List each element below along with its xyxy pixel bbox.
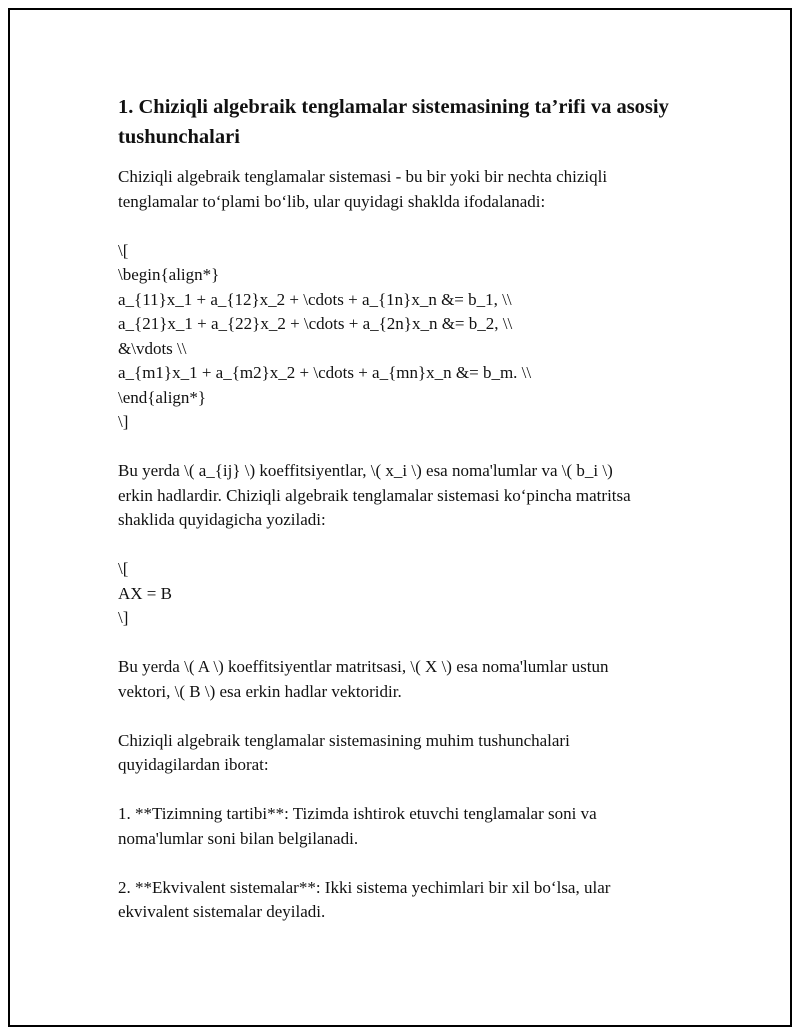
formula-line: &\vdots \\ [118,338,187,358]
explanation-paragraph [118,459,688,533]
section-heading [118,92,688,152]
formula-line: a_{m1}x_1 + a_{m2}x_2 + \cdots + a_{mn}x_n &= b_m. \\ [118,363,532,382]
formula-line: \] [118,608,129,627]
list-item [118,876,688,925]
text-line: shaklida quyidagicha yoziladi: [118,510,326,529]
formula-line: \begin{align*} [118,265,220,284]
formula-block-system [118,239,688,435]
paragraph-gap [118,435,688,460]
concepts-intro-paragraph [118,729,688,778]
paragraph-gap [118,214,688,239]
formula-line: a_{21}x_1 + a_{22}x_2 + \cdots + a_{2n}x_n &= b_2, \\ [118,314,513,333]
paragraph-gap [118,631,688,656]
text-line: 2. **Ekvivalent sistemalar**: Ikki sistema yechimlari bir xil bo‘lsa, ular [118,877,611,897]
text-line: quyidagilardan iborat: [118,755,269,774]
text-line: vektori, \( B \) esa erkin hadlar vektoridir. [118,681,402,701]
heading-line: 1. Chiziqli algebraik tenglamalar sistemasining ta’rifi va asosiy [118,96,669,118]
text-line: ekvivalent sistemalar deyiladi. [118,902,326,921]
text-line: Bu yerda \( A \) koeffitsiyentlar matritsasi, \( X \) esa noma'lumlar ustun [118,657,609,676]
paragraph-gap [118,778,688,803]
paragraph-gap [118,704,688,729]
text-line: Bu yerda \( a_{ij} \) koeffitsiyentlar, \( x_i \) esa noma'lumlar va \( b_i \) [118,461,613,480]
formula-block-matrix [118,557,688,631]
heading-line: tushunchalari [118,126,240,148]
paragraph-gap [118,533,688,558]
formula-line: a_{11}x_1 + a_{12}x_2 + \cdots + a_{1n}x_n &= b_1, \\ [118,289,512,309]
formula-line: \[ [118,240,129,260]
formula-line: \[ [118,559,129,578]
matrix-explanation-paragraph [118,655,688,704]
formula-line: \] [118,412,129,431]
document-content [118,92,688,925]
intro-paragraph [118,165,688,214]
formula-line: \end{align*} [118,387,207,407]
text-line: Chiziqli algebraik tenglamalar sistemasi - bu bir yoki bir nechta chiziqli [118,167,608,186]
text-line: noma'lumlar soni bilan belgilanadi. [118,828,359,848]
formula-line: AX = B [118,583,172,603]
text-line: erkin hadlardir. Chiziqli algebraik tenglamalar sistemasi ko‘pincha matritsa [118,485,631,505]
text-line: tenglamalar to‘plami bo‘lib, ular quyidagi shaklda ifodalanadi: [118,191,546,211]
text-line: 1. **Tizimning tartibi**: Tizimda ishtirok etuvchi tenglamalar soni va [118,804,597,823]
text-line: Chiziqli algebraik tenglamalar sistemasining muhim tushunchalari [118,730,570,750]
list-item [118,802,688,851]
paragraph-gap [118,851,688,876]
